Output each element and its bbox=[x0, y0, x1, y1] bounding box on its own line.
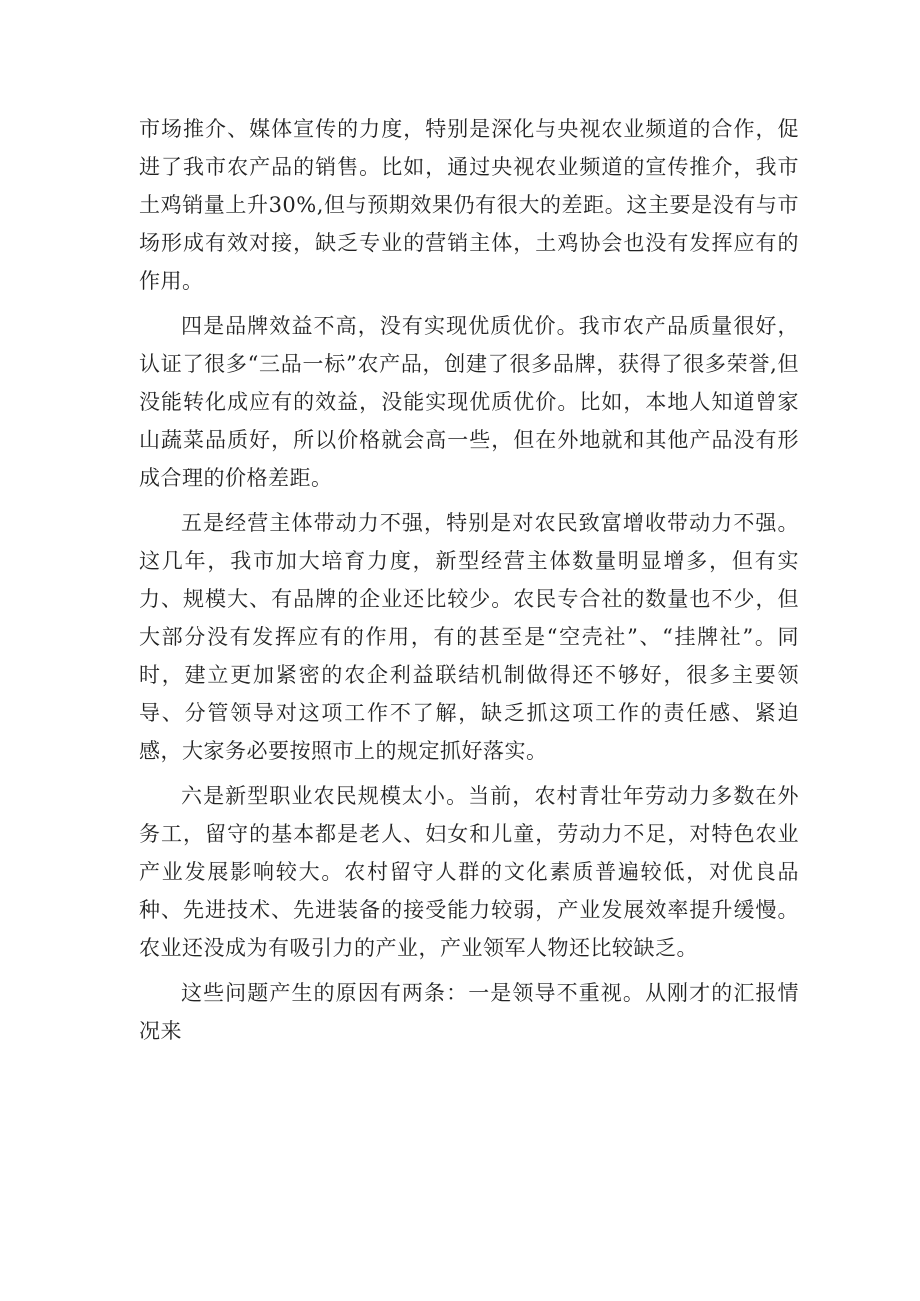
paragraph-causes: 这些问题产生的原因有两条：一是领导不重视。从刚才的汇报情况来 bbox=[139, 981, 799, 1043]
paragraph-brand-benefit: 四是品牌效益不高，没有实现优质优价。我市农产品质量很好，认证了很多“三品一标”农产品，创建了很多品牌，获得了很多荣誉,但没能转化成应有的效益，没能实现优质优价。比如，本地人知道曾家山蔬菜品质好，所以价格就会高一些，但在外地就和其他产品没有形成合理的价格差距。 bbox=[139, 314, 799, 490]
paragraph-business-entities: 五是经营主体带动力不强，特别是对农民致富增收带动力不强。这几年，我市加大培育力度，新型经营主体数量明显增多，但有实力、规模大、有品牌的企业还比较少。农民专合社的数量也不少，但大部分没有发挥应有的作用，有的甚至是“空壳社”、“挂牌社”。同时，建立更加紧密的农企利益联结机制做得还不够好，很多主要领导、分管领导对这项工作不了解，缺乏抓这项工作的责任感、紧迫感，大家务必要按照市上的规定抓好落实。 bbox=[139, 511, 799, 763]
document-page bbox=[139, 110, 799, 1050]
paragraph-new-farmers: 六是新型职业农民规模太小。当前，农村青壮年劳动力多数在外务工，留守的基本都是老人、妇女和儿童，劳动力不足，对特色农业产业发展影响较大。农村留守人群的文化素质普遍较低，对优良品种、先进技术、先进装备的接受能力较弱，产业发展效率提升缓慢。农业还没成为有吸引力的产业，产业领军人物还比较缺乏。 bbox=[139, 784, 799, 960]
paragraph-marketing: 市场推介、媒体宣传的力度，特别是深化与央视农业频道的合作，促进了我市农产品的销售。比如，通过央视农业频道的宣传推介，我市土鸡销量上升30%,但与预期效果仍有很大的差距。这主要是没有与市场形成有效对接，缺乏专业的营销主体，土鸡协会也没有发挥应有的作用。 bbox=[139, 117, 799, 293]
